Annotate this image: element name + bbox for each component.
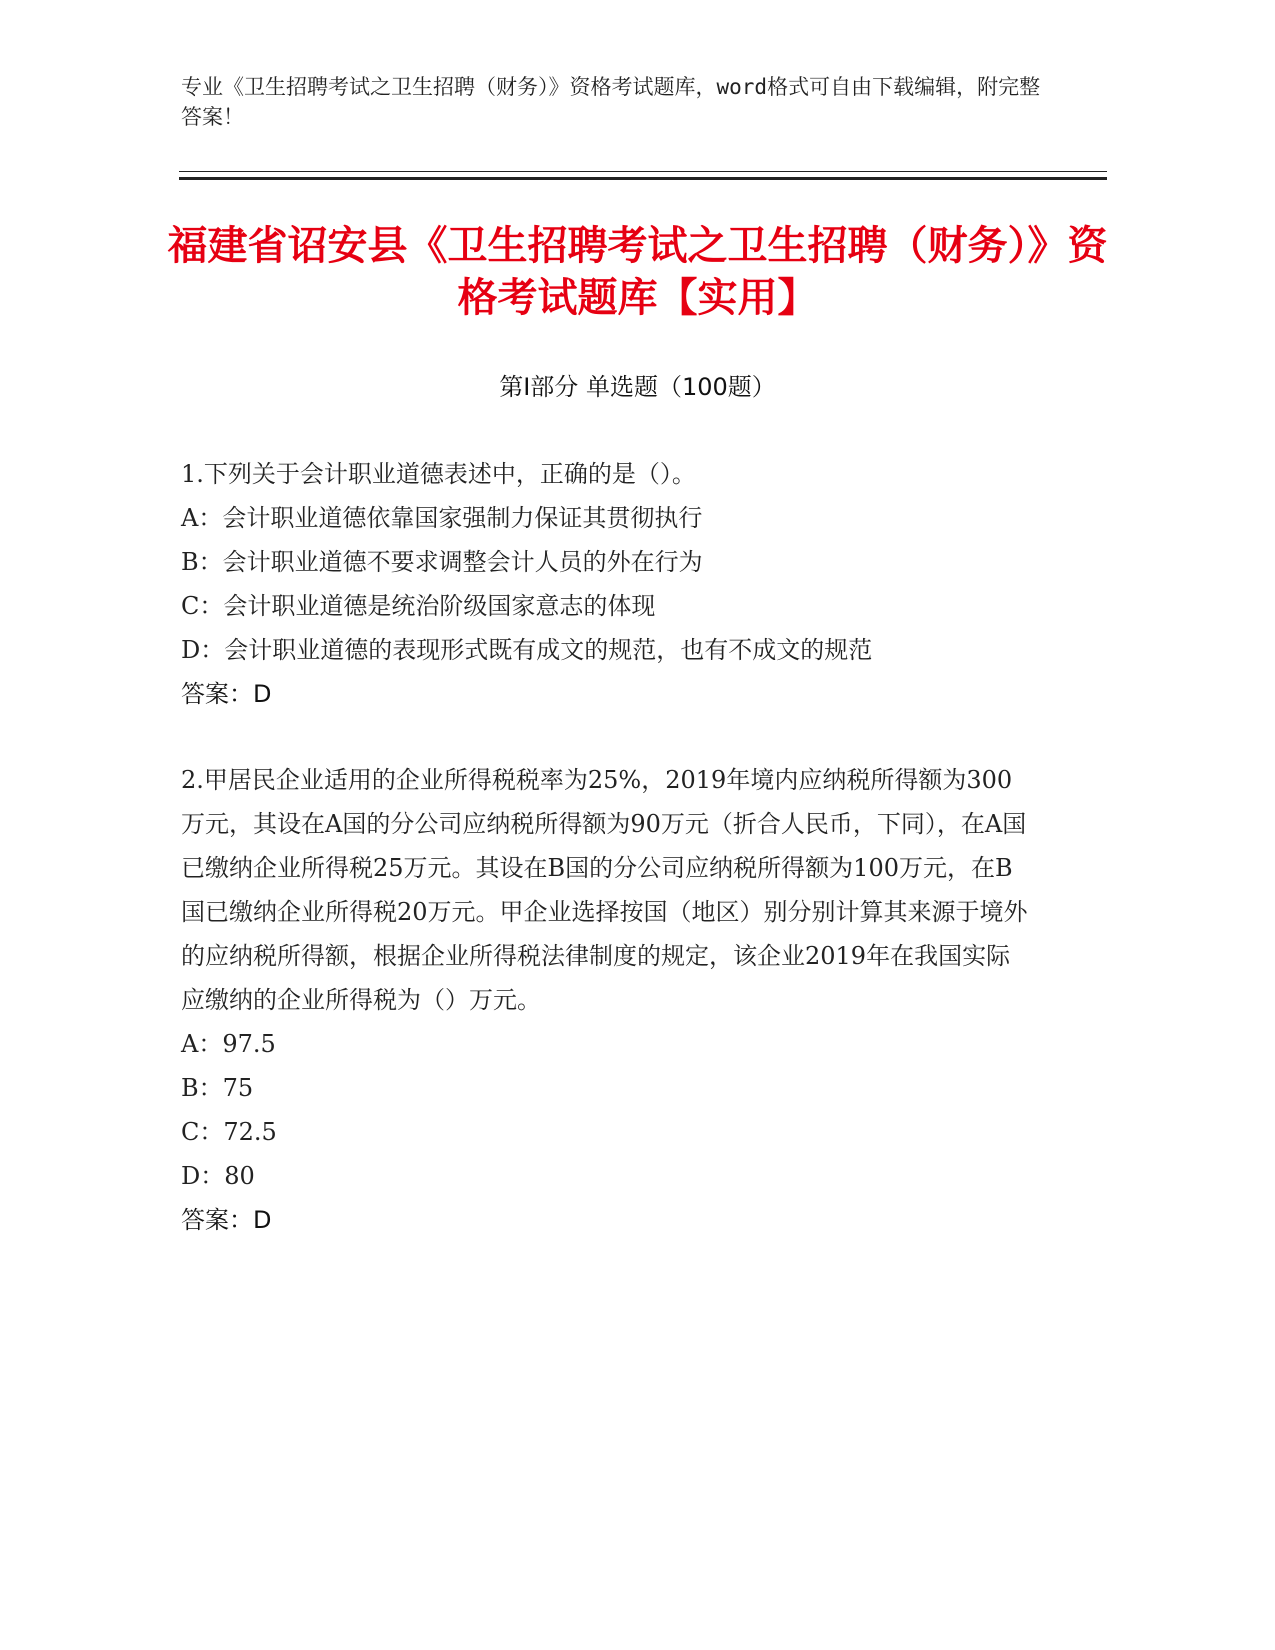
option-a: A：会计职业道德依靠国家强制力保证其贯彻执行 [181,504,703,532]
option-c: C：72.5 [181,1118,277,1146]
option-b: B：75 [181,1074,254,1102]
section-heading: 第I部分 单选题（100题） [499,373,776,401]
question-stem: 2.甲居民企业适用的企业所得税税率为25%，2019年境内应纳税所得额为300万元，其设在A国的分公司应纳税所得额为90万元（折合人民币，下同），在A国已缴纳企业所得税25万元。其设在B国的分公司应纳税所得额为100万元，在B国已缴纳企业所得税20万元。甲企业选择按国（地区）别分别计算其来源于境外的应纳税所得额，根据企业所得税法律制度的规定，该企业2019年在我国实际应缴纳的企业所得税为（）万元。 [181,766,1028,1014]
answer-line: 答案：D [181,680,272,708]
option-a: A：97.5 [181,1030,276,1058]
option-b: B：会计职业道德不要求调整会计人员的外在行为 [181,548,703,576]
header-divider-thick [179,177,1107,180]
question-stem: 1.下列关于会计职业道德表述中，正确的是（）。 [181,460,696,488]
answer-line: 答案：D [181,1206,272,1234]
question-2 [181,758,1031,1242]
header-divider-thin [179,171,1107,172]
option-c: C：会计职业道德是统治阶级国家意志的体现 [181,592,656,620]
option-d: D：会计职业道德的表现形式既有成文的规范，也有不成文的规范 [181,636,873,664]
document-title: 福建省诏安县《卫生招聘考试之卫生招聘（财务）》资格考试题库【实用】 [167,223,1108,321]
question-1 [181,452,1031,716]
header-note: 专业《卫生招聘考试之卫生招聘（财务）》资格考试题库，word格式可自由下载编辑，附完整答案！ [181,75,1041,129]
option-d: D：80 [181,1162,255,1190]
